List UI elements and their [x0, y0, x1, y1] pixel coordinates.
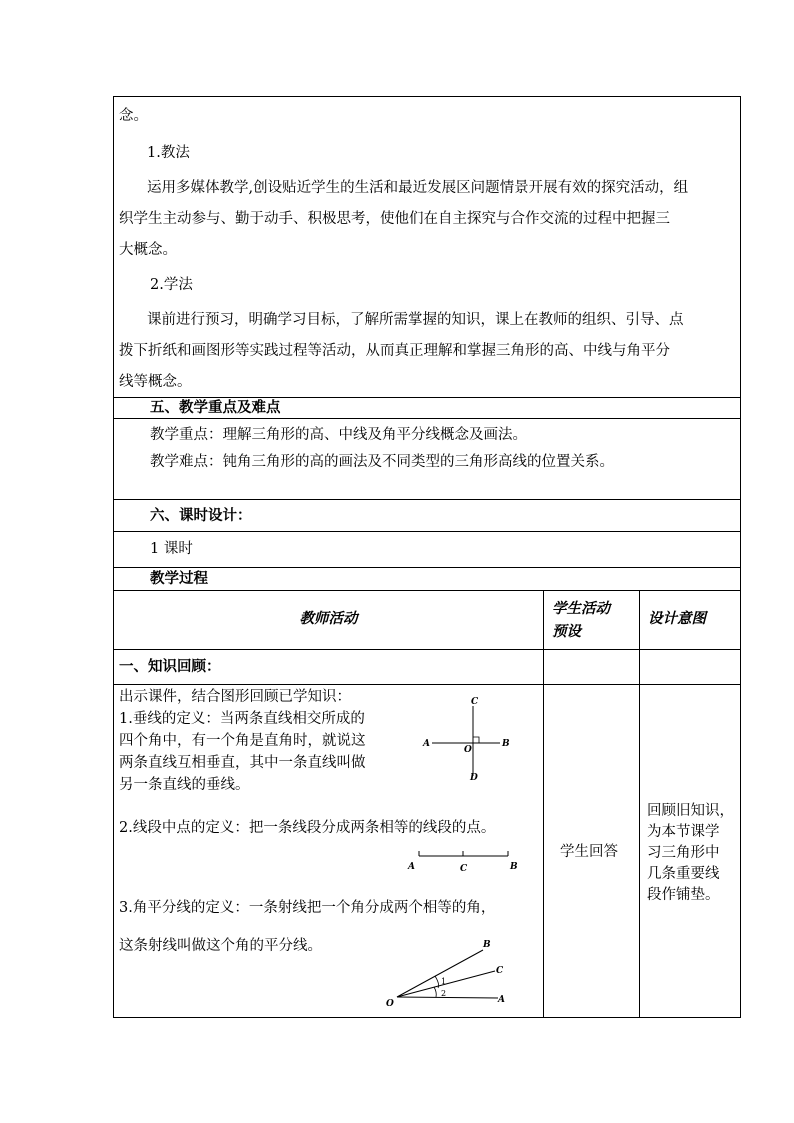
segment-figure — [404, 845, 524, 877]
section6-title: 六、课时设计： — [150, 507, 252, 524]
section6-hours-row — [113, 531, 741, 568]
teaching-method-line-1: 运用多媒体教学,创设贴近学生的生活和最近发展区问题情景开展有效的探究活动，组 — [147, 180, 689, 196]
study-method-line-3: 线等概念。 — [119, 374, 192, 390]
angle-label-a: A — [498, 995, 505, 1005]
perp-label-b: B — [502, 739, 510, 749]
teaching-method-line-3: 大概念。 — [119, 242, 177, 258]
perp-label-a: A — [423, 739, 430, 749]
student-answer: 学生回答 — [560, 844, 618, 860]
angle-bisector-figure — [380, 936, 520, 1012]
bisector-line-2: 这条射线叫做这个角的平分线。 — [119, 938, 322, 954]
perpendicular-line-4: 另一条直线的垂线。 — [119, 777, 250, 793]
perpendicular-line-2: 四个角中，有一个角是直角时，就说这 — [119, 733, 366, 749]
header-teacher-activity: 教师活动 — [299, 610, 358, 627]
review-title: 一、知识回顾： — [119, 658, 221, 675]
study-method-heading: 2.学法 — [150, 277, 193, 293]
perpendicular-line-3: 两条直线互相垂直，其中一条直线叫做 — [119, 755, 366, 771]
design-intent-line-4: 几条重要线 — [647, 866, 720, 882]
angle-label-o: O — [386, 999, 394, 1009]
text-continuation: 念。 — [119, 108, 148, 124]
header-student-activity-line-1: 学生活动 — [552, 600, 610, 617]
segment-label-a: A — [408, 862, 415, 872]
key-point: 教学重点：理解三角形的高、中线及角平分线概念及画法。 — [150, 427, 527, 443]
segment-label-c: C — [460, 864, 468, 874]
design-intent-line-5: 段作铺垫。 — [647, 887, 720, 903]
angle-label-2: 2 — [441, 989, 447, 998]
row-divider-header — [113, 649, 741, 650]
review-intro: 出示课件，结合图形回顾已学知识： — [119, 689, 351, 705]
section5-title: 五、教学重点及难点 — [150, 399, 281, 416]
perpendicular-figure — [418, 694, 518, 784]
row-divider-review — [113, 684, 741, 685]
design-intent-line-1: 回顾旧知识， — [647, 803, 734, 819]
column-divider-1 — [543, 590, 544, 1018]
midpoint-definition: 2.线段中点的定义：把一条线段分成两条相等的线段的点。 — [119, 820, 496, 836]
perpendicular-line-1: 1.垂线的定义：当两条直线相交所成的 — [119, 711, 365, 727]
segment-label-b: B — [510, 862, 518, 872]
angle-label-b: B — [483, 940, 491, 950]
perp-label-d: D — [470, 773, 478, 783]
header-student-activity-line-2: 预设 — [552, 623, 581, 640]
process-title: 教学过程 — [150, 570, 208, 587]
class-hours: 1 课时 — [150, 541, 193, 557]
design-intent-line-3: 习三角形中 — [647, 845, 720, 861]
teaching-method-heading: 1.教法 — [147, 145, 190, 161]
column-divider-2 — [639, 590, 640, 1018]
angle-label-1: 1 — [441, 977, 447, 986]
study-method-line-1: 课前进行预习，明确学习目标，了解所需掌握的知识，课上在教师的组织、引导、点 — [147, 312, 684, 328]
bisector-line-1: 3.角平分线的定义：一条射线把一个角分成两个相等的角， — [119, 900, 496, 916]
header-design-intent: 设计意图 — [648, 610, 706, 627]
perp-label-c: C — [471, 697, 479, 707]
teaching-method-line-2: 织学生主动参与、勤于动手、积极思考，使他们在自主探究与合作交流的过程中把握三 — [119, 211, 670, 227]
study-method-line-2: 拨下折纸和画图形等实践过程等活动，从而真正理解和掌握三角形的高、中线与角平分 — [119, 343, 670, 359]
perp-label-o: O — [464, 745, 472, 755]
design-intent-line-2: 为本节课学 — [647, 824, 720, 840]
angle-label-c: C — [496, 966, 504, 976]
difficult-point: 教学难点：钝角三角形的高的画法及不同类型的三角形高线的位置关系。 — [150, 454, 614, 470]
